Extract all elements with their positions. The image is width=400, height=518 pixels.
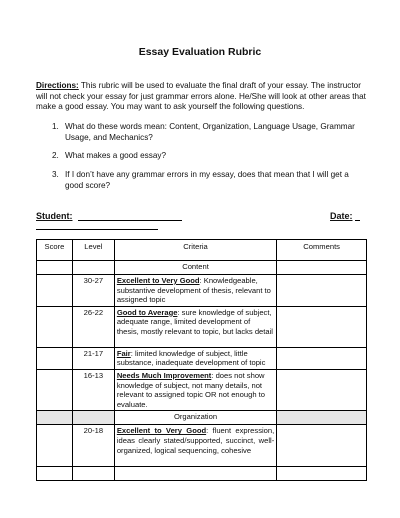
student-name-field-continued[interactable] [36, 229, 158, 230]
criteria-description: : limited knowledge of subject, little substance, inadequate development of topic [116, 348, 266, 368]
column-header-comments: Comments [277, 240, 367, 261]
question-number: 2. [52, 151, 59, 160]
score-cell[interactable] [37, 467, 73, 481]
directions-paragraph [36, 81, 366, 113]
page-title: Essay Evaluation Rubric [138, 46, 262, 58]
section-spacer [37, 411, 73, 425]
student-label: Student: [36, 211, 73, 221]
question-text: What makes a good essay? [65, 151, 167, 160]
table-row [37, 275, 367, 307]
table-row [37, 425, 367, 467]
column-header-criteria: Criteria [114, 240, 276, 261]
comments-cell[interactable] [277, 425, 367, 467]
question-text: What do these words mean: Content, Organization, Language Usage, Grammar Usage, and Mechanics? [65, 122, 355, 142]
section-spacer [72, 261, 114, 275]
question-number: 3. [52, 170, 59, 179]
student-name-field[interactable] [78, 220, 182, 221]
criteria-name: Excellent to Very Good [116, 276, 200, 285]
question-text: If I don’t have any grammar errors in my essay, does that mean that I will get a good score? [65, 170, 349, 190]
comments-cell[interactable] [277, 467, 367, 481]
question-item [52, 122, 370, 144]
criteria-description: : sure knowledge of subject, adequate range, limited development of thesis, mostly relevant to topic, but lacks detail [116, 307, 273, 336]
section-spacer [277, 261, 367, 275]
criteria-name: Needs Much Improvement [116, 370, 212, 380]
section-title: Content [114, 261, 276, 275]
criteria-cell [114, 347, 276, 369]
criteria-name: Fair [116, 348, 131, 358]
date-field[interactable] [355, 220, 360, 221]
level-cell: 26-22 [72, 306, 114, 347]
comments-cell[interactable] [277, 275, 367, 307]
criteria-description: : fluent expression, ideas clearly stated/supported, succinct, well-organized, logical sequencing, cohesive [116, 426, 275, 455]
question-number: 1. [52, 122, 59, 131]
criteria-description: : Knowledgeable, substantive development of thesis, relevant to assigned topic [116, 276, 271, 305]
section-spacer [277, 411, 367, 425]
score-cell[interactable] [37, 369, 73, 410]
criteria-name: Excellent to Very Good [116, 426, 207, 436]
date-label: Date: [330, 211, 353, 221]
criteria-description: : does not show knowledge of subject, not many details, not relevant to assigned topic OR not enough to evaluate. [116, 370, 265, 409]
level-cell: 20-18 [72, 425, 114, 467]
section-row-organization [37, 411, 367, 425]
level-cell: 16-13 [72, 369, 114, 410]
directions-text: This rubric will be used to evaluate the final draft of your essay. The instructor will not check your essay for just grammar errors alone. He/She will look at other areas that make a good essay. You may want to ask yourself the following questions. [36, 81, 366, 111]
directions-label: Directions: [36, 81, 79, 90]
question-item [52, 170, 370, 192]
level-cell [72, 467, 114, 481]
table-row [37, 369, 367, 410]
criteria-cell [114, 467, 276, 481]
rubric-table [36, 239, 367, 481]
comments-cell[interactable] [277, 347, 367, 369]
level-cell: 21-17 [72, 347, 114, 369]
column-header-score: Score [37, 240, 73, 261]
column-header-level: Level [72, 240, 114, 261]
criteria-cell [114, 425, 276, 467]
criteria-cell [114, 275, 276, 307]
score-cell[interactable] [37, 275, 73, 307]
table-row [37, 306, 367, 347]
score-cell[interactable] [37, 306, 73, 347]
table-header-row [37, 240, 367, 261]
table-row [37, 467, 367, 481]
question-item [52, 151, 370, 163]
criteria-cell [114, 306, 276, 347]
section-row-content [37, 261, 367, 275]
table-row [37, 347, 367, 369]
score-cell[interactable] [37, 347, 73, 369]
score-cell[interactable] [37, 425, 73, 467]
comments-cell[interactable] [277, 369, 367, 410]
section-title: Organization [114, 411, 276, 425]
criteria-name: Good to Average [116, 307, 178, 317]
section-spacer [72, 411, 114, 425]
level-cell: 30-27 [72, 275, 114, 307]
comments-cell[interactable] [277, 306, 367, 347]
criteria-cell [114, 369, 276, 410]
section-spacer [37, 261, 73, 275]
